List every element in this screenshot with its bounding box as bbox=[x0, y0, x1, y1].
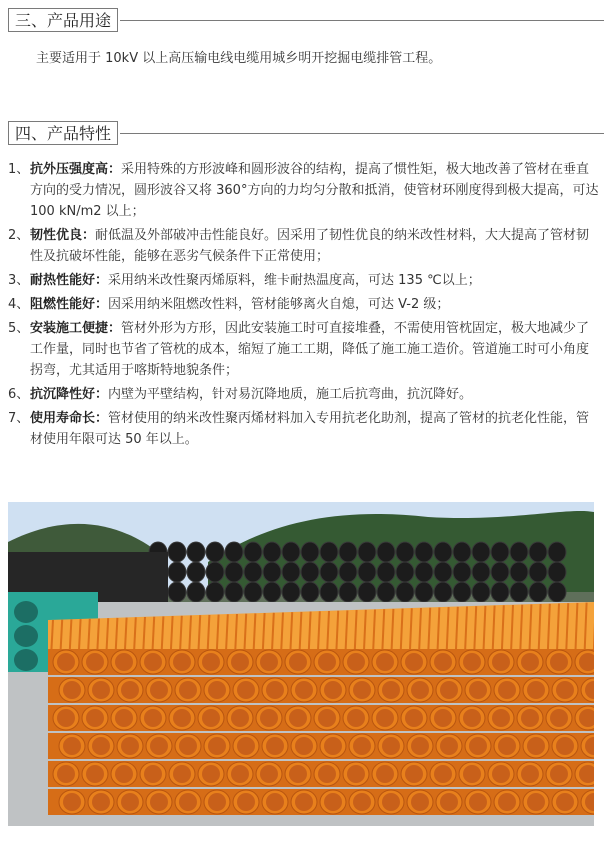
orange-pipe-bore bbox=[202, 709, 220, 727]
usage-text: 主要适用于 10kV 以上高压输电线电缆用城乡明开挖掘电缆排管工程。 bbox=[36, 51, 442, 66]
orange-pipe-bore bbox=[550, 765, 568, 783]
section-3-heading: 三、产品用途 bbox=[8, 8, 118, 32]
orange-pipe-bore bbox=[63, 793, 81, 811]
orange-pipe-bore bbox=[63, 737, 81, 755]
black-pipe bbox=[339, 542, 357, 562]
orange-pipe-bore bbox=[260, 709, 278, 727]
orange-pipe-bore bbox=[173, 653, 191, 671]
feature-text: 采用特殊的方形波峰和圆形波谷的结构，提高了惯性矩，极大地改善了管材在垂直方向的受力情况，圆形波谷又将 360°方向的力均匀分散和抵消，使管材环刚度得到极大提高，可达 100 kN/m2 以上； bbox=[30, 162, 599, 219]
pipe-stack-illustration bbox=[8, 502, 594, 826]
orange-pipe-bore bbox=[266, 681, 284, 699]
black-pipe bbox=[187, 562, 205, 582]
orange-pipe-bore bbox=[463, 709, 481, 727]
orange-pipe-bore bbox=[382, 737, 400, 755]
black-pipe bbox=[263, 542, 281, 562]
feature-text: 采用纳米改性聚丙烯原料，维卡耐热温度高，可达 135 ℃以上； bbox=[108, 273, 481, 288]
feature-number: 6、 bbox=[8, 387, 30, 402]
orange-pipe-bore bbox=[324, 793, 342, 811]
black-pipe bbox=[510, 562, 528, 582]
orange-pipe-bore bbox=[492, 653, 510, 671]
black-pipe bbox=[453, 542, 471, 562]
feature-title: 抗沉降性好： bbox=[30, 387, 109, 402]
orange-pipe-bore bbox=[521, 653, 539, 671]
feature-title: 使用寿命长： bbox=[30, 411, 109, 426]
orange-pipe-bore bbox=[295, 681, 313, 699]
orange-pipe-bore bbox=[115, 653, 133, 671]
orange-pipe-bore bbox=[237, 737, 255, 755]
black-pipe bbox=[377, 562, 395, 582]
black-pipe bbox=[244, 562, 262, 582]
orange-pipe-bore bbox=[318, 653, 336, 671]
black-pipe bbox=[244, 542, 262, 562]
black-pipe bbox=[225, 562, 243, 582]
orange-pipe-bore bbox=[289, 709, 307, 727]
orange-pipe-bore bbox=[469, 793, 487, 811]
feature-number: 7、 bbox=[8, 411, 30, 426]
orange-pipe-bore bbox=[318, 709, 336, 727]
orange-pipe-bore bbox=[231, 653, 249, 671]
orange-pipe-bore bbox=[92, 793, 110, 811]
orange-pipe-bore bbox=[295, 793, 313, 811]
feature-title: 安装施工便捷： bbox=[30, 321, 122, 336]
black-pipe bbox=[358, 562, 376, 582]
orange-pipe-bore bbox=[295, 737, 313, 755]
orange-pipe-bore bbox=[347, 653, 365, 671]
orange-pipe-bore bbox=[144, 653, 162, 671]
black-pipe bbox=[529, 542, 547, 562]
orange-pipe-bore bbox=[347, 765, 365, 783]
black-pipe bbox=[434, 582, 452, 602]
orange-pipe-bore bbox=[208, 681, 226, 699]
black-pipe bbox=[282, 582, 300, 602]
orange-pipe-bore bbox=[434, 653, 452, 671]
orange-pipe-bore bbox=[353, 793, 371, 811]
black-pipe bbox=[510, 542, 528, 562]
black-pipe bbox=[282, 542, 300, 562]
orange-pipe-bore bbox=[237, 793, 255, 811]
feature-title: 阻燃性能好： bbox=[30, 297, 109, 312]
orange-pipe-bore bbox=[498, 681, 516, 699]
product-photo bbox=[8, 502, 594, 826]
feature-text: 管材外形为方形，因此安装施工时可直接堆叠，不需使用管枕固定，极大地减少了工作量，同时也节省了管枕的成本，缩短了施工工期，降低了施工施工造价。管道施工时可小角度拐弯，尤其适用于喀斯特地貌条件； bbox=[30, 321, 590, 378]
orange-pipe-bore bbox=[376, 653, 394, 671]
orange-pipe-bore bbox=[202, 765, 220, 783]
feature-text: 耐低温及外部破冲击性能良好。因采用了韧性优良的纳米改性材料，大大提高了管材韧性及抗破坏性能，能够在恶劣气候条件下正常使用； bbox=[30, 228, 590, 264]
feature-number: 5、 bbox=[8, 321, 30, 336]
feature-text: 内壁为平壁结构，针对易沉降地质，施工后抗弯曲，抗沉降好。 bbox=[108, 387, 473, 402]
orange-pipe-bore bbox=[527, 793, 545, 811]
feature-list bbox=[8, 159, 600, 453]
orange-pipe-bore bbox=[434, 765, 452, 783]
orange-pipe-bore bbox=[353, 737, 371, 755]
orange-pipe-bore bbox=[324, 737, 342, 755]
black-pipe bbox=[339, 562, 357, 582]
feature-item bbox=[8, 384, 600, 405]
orange-pipe-bore bbox=[521, 765, 539, 783]
green-pipe-end bbox=[14, 601, 38, 623]
orange-pipe-bore bbox=[498, 793, 516, 811]
black-pipe bbox=[396, 562, 414, 582]
black-pipe bbox=[358, 582, 376, 602]
feature-item bbox=[8, 225, 600, 267]
orange-pipe-bore bbox=[405, 709, 423, 727]
orange-pipe-bore bbox=[440, 737, 458, 755]
orange-pipe-bore bbox=[179, 793, 197, 811]
section-3-divider bbox=[120, 20, 604, 21]
black-pipe bbox=[168, 562, 186, 582]
black-pipe bbox=[301, 562, 319, 582]
orange-pipe-bore bbox=[150, 793, 168, 811]
orange-pipe-bore bbox=[376, 765, 394, 783]
orange-pipe-bore bbox=[144, 709, 162, 727]
orange-pipe-bore bbox=[440, 681, 458, 699]
orange-pipe-bore bbox=[121, 793, 139, 811]
orange-pipe-bore bbox=[550, 653, 568, 671]
black-pipe bbox=[491, 582, 509, 602]
black-pipe bbox=[206, 562, 224, 582]
orange-pipe-bore bbox=[434, 709, 452, 727]
black-pipe bbox=[320, 562, 338, 582]
black-pipe bbox=[339, 582, 357, 602]
feature-item bbox=[8, 294, 600, 315]
black-pipe bbox=[415, 562, 433, 582]
section-3-header bbox=[8, 8, 604, 34]
black-pipe bbox=[320, 542, 338, 562]
orange-pipe-bore bbox=[57, 765, 75, 783]
orange-pipe-bore bbox=[237, 681, 255, 699]
orange-pipe-bore bbox=[521, 709, 539, 727]
orange-pipe-bore bbox=[469, 737, 487, 755]
black-pipe bbox=[377, 542, 395, 562]
orange-pipe-bore bbox=[498, 737, 516, 755]
black-pipe bbox=[244, 582, 262, 602]
green-pipe-end bbox=[14, 649, 38, 671]
orange-pipe-bore bbox=[150, 737, 168, 755]
orange-pipe-bore bbox=[86, 709, 104, 727]
orange-pipe-bore bbox=[353, 681, 371, 699]
orange-pipe-bore bbox=[556, 681, 574, 699]
orange-pipe-bore bbox=[382, 793, 400, 811]
black-pipe bbox=[548, 562, 566, 582]
feature-text: 管材使用的纳米改性聚丙烯材料加入专用抗老化助剂，提高了管材的抗老化性能，管材使用年限可达 50 年以上。 bbox=[30, 411, 590, 447]
black-pipe bbox=[472, 542, 490, 562]
black-pipe bbox=[529, 562, 547, 582]
orange-pipe-bore bbox=[179, 737, 197, 755]
black-pipe bbox=[510, 582, 528, 602]
orange-pipe-bore bbox=[208, 793, 226, 811]
feature-number: 3、 bbox=[8, 273, 30, 288]
black-pipe bbox=[225, 582, 243, 602]
orange-pipe-bore bbox=[92, 681, 110, 699]
orange-pipe-bore bbox=[527, 737, 545, 755]
section-4-divider bbox=[120, 133, 604, 134]
orange-pipe-bore bbox=[411, 681, 429, 699]
black-pipe bbox=[358, 542, 376, 562]
orange-pipe-bore bbox=[92, 737, 110, 755]
feature-item bbox=[8, 318, 600, 381]
green-pipe-end bbox=[14, 625, 38, 647]
orange-pipe-bore bbox=[411, 793, 429, 811]
black-pipe bbox=[301, 542, 319, 562]
orange-pipe-bore bbox=[231, 709, 249, 727]
orange-pipe-bore bbox=[115, 765, 133, 783]
section-4-header bbox=[8, 121, 604, 147]
black-pipe bbox=[225, 542, 243, 562]
feature-title: 抗外压强度高： bbox=[30, 162, 122, 177]
orange-pipe-bore bbox=[411, 737, 429, 755]
black-pipe bbox=[415, 542, 433, 562]
black-pipe bbox=[434, 542, 452, 562]
feature-title: 耐热性能好： bbox=[30, 273, 109, 288]
feature-number: 1、 bbox=[8, 162, 30, 177]
orange-pipe-bore bbox=[324, 681, 342, 699]
orange-pipe-bore bbox=[202, 653, 220, 671]
orange-pipe-bore bbox=[260, 765, 278, 783]
black-pipe bbox=[206, 542, 224, 562]
orange-pipe-bore bbox=[57, 709, 75, 727]
black-pipe bbox=[168, 582, 186, 602]
orange-pipe-bore bbox=[266, 737, 284, 755]
black-pipe bbox=[491, 542, 509, 562]
feature-item bbox=[8, 270, 600, 291]
section-4-heading: 四、产品特性 bbox=[8, 121, 118, 145]
black-pipe bbox=[434, 562, 452, 582]
orange-pipe-bore bbox=[266, 793, 284, 811]
black-pipe bbox=[491, 562, 509, 582]
black-pipe bbox=[187, 542, 205, 562]
orange-pipe-bore bbox=[405, 653, 423, 671]
black-pipe bbox=[453, 582, 471, 602]
black-pipe bbox=[529, 582, 547, 602]
orange-pipe-bore bbox=[382, 681, 400, 699]
feature-item bbox=[8, 408, 600, 450]
orange-pipe-bore bbox=[173, 709, 191, 727]
orange-pipe-bore bbox=[376, 709, 394, 727]
orange-pipe-bore bbox=[347, 709, 365, 727]
orange-pipe-bore bbox=[289, 653, 307, 671]
black-pipe bbox=[396, 542, 414, 562]
orange-pipe-bore bbox=[550, 709, 568, 727]
feature-text: 因采用纳米阻燃改性料，管材能够离火自熄，可达 V-2 级； bbox=[108, 297, 450, 312]
feature-title: 韧性优良： bbox=[30, 228, 96, 243]
orange-pipe-bore bbox=[57, 653, 75, 671]
orange-pipe-bore bbox=[115, 709, 133, 727]
orange-pipe-bore bbox=[492, 765, 510, 783]
black-pipe bbox=[206, 582, 224, 602]
black-pipe bbox=[396, 582, 414, 602]
black-pipe bbox=[320, 582, 338, 602]
orange-pipe-bore bbox=[86, 653, 104, 671]
black-pipe bbox=[472, 582, 490, 602]
orange-pipe-bore bbox=[63, 681, 81, 699]
orange-pipe-bore bbox=[463, 653, 481, 671]
black-pipe bbox=[548, 542, 566, 562]
black-pipe bbox=[415, 582, 433, 602]
orange-pipe-bore bbox=[463, 765, 481, 783]
black-pipe bbox=[168, 542, 186, 562]
orange-pipe-bore bbox=[150, 681, 168, 699]
orange-pipe-bore bbox=[121, 681, 139, 699]
black-pipe bbox=[263, 582, 281, 602]
orange-pipe-bore bbox=[173, 765, 191, 783]
black-pipe bbox=[301, 582, 319, 602]
black-pipe bbox=[453, 562, 471, 582]
orange-pipe-bore bbox=[289, 765, 307, 783]
black-pipe bbox=[472, 562, 490, 582]
orange-pipe-bore bbox=[469, 681, 487, 699]
orange-pipe-bore bbox=[208, 737, 226, 755]
feature-number: 2、 bbox=[8, 228, 30, 243]
orange-pipe-bore bbox=[318, 765, 336, 783]
feature-item bbox=[8, 159, 600, 222]
orange-pipe-bore bbox=[527, 681, 545, 699]
orange-pipe-bore bbox=[144, 765, 162, 783]
orange-pipe-bore bbox=[556, 737, 574, 755]
orange-pipe-bore bbox=[231, 765, 249, 783]
black-pipe bbox=[548, 582, 566, 602]
orange-pipe-bore bbox=[86, 765, 104, 783]
orange-pipe-bore bbox=[179, 681, 197, 699]
black-pipe bbox=[282, 562, 300, 582]
feature-number: 4、 bbox=[8, 297, 30, 312]
orange-pipe-bore bbox=[492, 709, 510, 727]
black-pipe bbox=[187, 582, 205, 602]
orange-pipe-bore bbox=[556, 793, 574, 811]
orange-pipe-bore bbox=[405, 765, 423, 783]
orange-pipe-bore bbox=[440, 793, 458, 811]
orange-pipe-bore bbox=[121, 737, 139, 755]
black-pipe bbox=[377, 582, 395, 602]
black-pipe bbox=[263, 562, 281, 582]
orange-pipe-bore bbox=[260, 653, 278, 671]
